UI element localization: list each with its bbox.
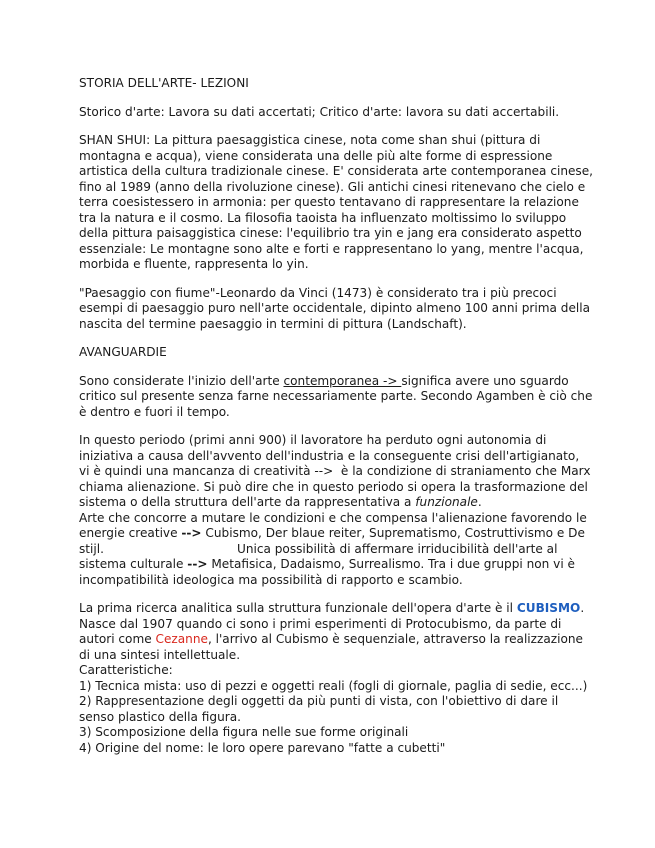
- cubismo-paragraph: [79, 601, 588, 756]
- shan-shui-line: SHAN SHUI: La pittura paesaggistica cinese, nota come shan shui (pittura di: [79, 133, 541, 147]
- periodo-text: sistema o della struttura dell'arte da rappresentativa a: [79, 495, 416, 509]
- periodo-line: In questo periodo (primi anni 900) il lavoratore ha perduto ogni autonomia di: [79, 433, 547, 447]
- caratteristiche-item: 1) Tecnica mista: uso di pezzi e oggetti reali (fogli di giornale, paglia di sedie, ecc...): [79, 678, 588, 693]
- leonardo-line: nascita del termine paesaggio in termini di pittura (Landschaft).: [79, 316, 467, 331]
- periodo-paragraph: [79, 433, 591, 588]
- cubismo-highlight: CUBISMO: [516, 601, 581, 615]
- periodo-line: [79, 495, 581, 511]
- periodo-line: incompatibilità ideologica ma possibilità di rapporto e scambio.: [79, 572, 463, 587]
- caratteristiche-item: 4) Origine del nome: le loro opere parevano "fatte a cubetti": [79, 740, 446, 755]
- cubismo-text: La prima ricerca analitica sulla struttura funzionale dell'opera d'arte è il: [79, 601, 517, 615]
- periodo-line: iniziativa a causa dell'avvento dell'industria e la conseguente crisi dell'artigianato,: [79, 448, 580, 463]
- document-title: STORIA DELL'ARTE- LEZIONI: [79, 76, 249, 90]
- periodo-text: sistema culturale: [79, 557, 188, 571]
- arrow-bold: -->: [187, 557, 208, 571]
- contemporanea-underlined: contemporanea ->: [283, 373, 402, 388]
- periodo-line: [79, 557, 581, 573]
- cubismo-text: , l'arrivo al Cubismo è sequenziale, attraverso la realizzazione: [207, 632, 583, 646]
- contemporanea-line: critico sul presente senza farne necessariamente parte. Secondo Agamben è ciò che: [79, 389, 593, 403]
- cezanne-highlight: Cezanne: [155, 632, 208, 646]
- periodo-text: Unica possibilità di affermare irriducibilità dell'arte al: [236, 541, 558, 556]
- avanguardie-heading: AVANGUARDIE: [79, 345, 167, 359]
- leonardo-paragraph: [79, 285, 591, 333]
- shan-shui-line: morbida e fluente, rappresenta lo yin.: [79, 257, 309, 271]
- caratteristiche-item: 3) Scomposizione della figura nelle sue forme originali: [79, 725, 409, 739]
- periodo-line: [79, 542, 581, 558]
- leonardo-line: "Paesaggio con fiume"-Leonardo da Vinci (1473) è considerato tra i più precoci: [79, 285, 557, 300]
- cubismo-line: di una sintesi intellettuale.: [79, 647, 241, 662]
- periodo-text: Cubismo, Der blaue reiter, Suprematismo, Costruttivismo e De: [201, 526, 585, 540]
- contemporanea-line: è dentro e fuori il tempo.: [79, 404, 230, 419]
- periodo-text: energie creative: [79, 526, 182, 540]
- cubismo-text: .: [580, 601, 585, 615]
- periodo-text: Metafisica, Dadaismo, Surrealismo. Tra i due gruppi non vi è: [207, 557, 575, 571]
- shan-shui-line: essenziale: Le montagne sono alte e forti e rappresentano lo yang, mentre l'acqua,: [79, 241, 584, 256]
- document-page: [79, 76, 594, 769]
- leonardo-line: esempi di paesaggio puro nell'arte occidentale, dipinto almeno 100 anni prima della: [79, 301, 591, 315]
- caratteristiche-item: 2) Rappresentazione degli oggetti da più punti di vista, con l'obiettivo di dare il: [79, 694, 559, 708]
- shan-shui-paragraph: [79, 133, 594, 273]
- periodo-text: stijl.: [79, 541, 104, 556]
- intro-paragraph: Storico d'arte: Lavora su dati accertati; Critico d'arte: lavora su dati accertabili.: [79, 104, 560, 119]
- arrow-bold: -->: [181, 526, 202, 540]
- periodo-line: Arte che concorre a mutare le condizioni e che compensa l'alienazione favorendo le: [79, 510, 587, 525]
- shan-shui-line: della pittura paisaggistica cinese: l'equilibrio tra yin e jang era considerato aspetto: [79, 226, 582, 240]
- shan-shui-line: montagna e acqua), viene considerata una delle più alte forme di espressione: [79, 148, 553, 163]
- shan-shui-line: artistica della cultura tradizionale cinese. E' considerata arte contemporanea cinese,: [79, 164, 594, 178]
- periodo-line: [79, 526, 585, 542]
- shan-shui-line: terra coesistessero in armonia: per questo tentavano di rappresentare la relazione: [79, 195, 579, 209]
- cubismo-line: [79, 632, 581, 648]
- cubismo-line: [79, 601, 585, 617]
- periodo-text: .: [477, 495, 482, 509]
- shan-shui-line: tra la natura e il cosmo. La filosofia taoista ha influenzato moltissimo lo sviluppo: [79, 210, 567, 225]
- contemporanea-text: Sono considerate l'inizio dell'arte: [79, 373, 284, 388]
- caratteristiche-item: senso plastico della figura.: [79, 709, 241, 724]
- contemporanea-text: significa avere uno sguardo: [401, 373, 569, 388]
- cubismo-line: Nasce dal 1907 quando ci sono i primi esperimenti di Protocubismo, da parte di: [79, 616, 562, 631]
- cubismo-text: autori come: [79, 632, 156, 646]
- caratteristiche-label: Caratteristiche:: [79, 663, 173, 677]
- funzionale-italic: funzionale: [415, 495, 478, 509]
- periodo-line: chiama alienazione. Si può dire che in questo periodo si opera la trasformazione del: [79, 479, 588, 494]
- contemporanea-paragraph: [79, 373, 593, 421]
- contemporanea-line: [79, 374, 581, 390]
- periodo-line: vi è quindi una mancanza di creatività --> è la condizione di straniamento che Marx: [79, 464, 591, 478]
- shan-shui-line: fino al 1989 (anno della rivoluzione cinese). Gli antichi cinesi ritenevano che cielo e: [79, 179, 586, 194]
